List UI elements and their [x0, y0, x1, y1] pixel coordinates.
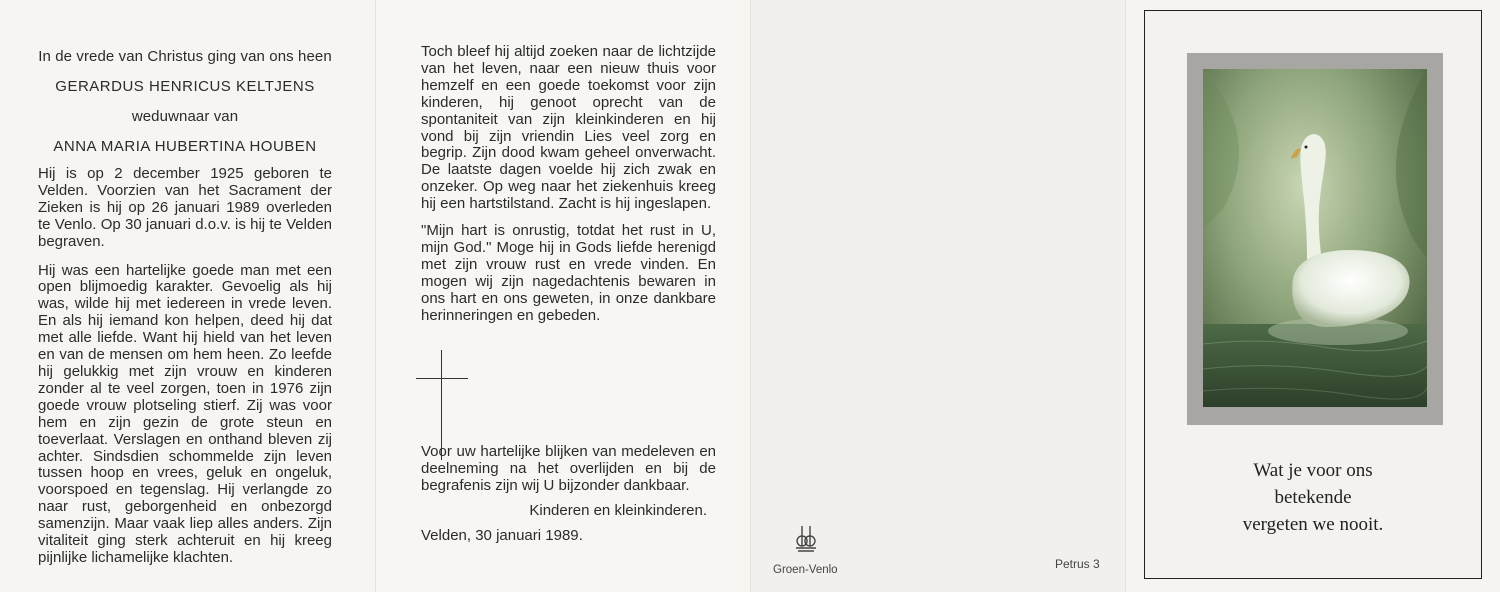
photo-mat	[1187, 53, 1443, 425]
front-card	[1125, 0, 1500, 592]
memorial-verse	[1175, 457, 1451, 538]
left-page	[0, 0, 375, 592]
thanks-paragraph: Voor uw hartelijke blijken van medeleven en deelneming na het overlijden en bij de begrafenis zijn wij U bijzonder dankbaar.	[421, 443, 716, 494]
printer-name: Groen-Venlo	[773, 564, 838, 576]
printer-logo-icon	[793, 524, 819, 554]
obituary-column	[38, 46, 332, 579]
spouse-name: ANNA MARIA HUBERTINA HOUBEN	[53, 138, 317, 155]
verse-line-1: Wat je voor ons	[1253, 460, 1373, 481]
relation-line: weduwnaar van	[131, 108, 239, 125]
prayer-paragraph: "Mijn hart is onrustig, totdat het rust in U, mijn God." Moge hij in Gods liefde herenigd met zijn vrouw rust en vrede vinden. En mogen wij zijn nagedachtenis bewaren in ons hart en ons geweten, in onze dankbare herinneringen en gebeden.	[421, 222, 716, 324]
card-frame	[1144, 10, 1482, 579]
verse-line-2: betekende	[1274, 487, 1352, 508]
biography-paragraph: Hij is op 2 december 1925 geboren te Velden. Voorzien van het Sacrament der Zieken is hij op 26 januari 1989 overleden te Venlo. Op 30 januari d.o.v. is hij te Velden begraven.	[38, 165, 332, 250]
continuation-column	[421, 44, 716, 335]
back-page	[750, 0, 1126, 592]
deceased-name: GERARDUS HENRICUS KELTJENS	[55, 78, 315, 95]
swan-image	[1203, 69, 1427, 407]
continuation-paragraph: Toch bleef hij altijd zoeken naar de lichtzijde van het leven, naar een nieuw thuis voor hemzelf en een goede toekomst voor zijn kinderen, hij genoot oprecht van de spontaniteit van zijn kleinkinderen en hij vond bij zijn vriendin Lies veel zorg en begrip. Zijn dood kwam geheel onverwacht. De laatste dagen voelde hij zich zwak en onzeker. Op weg naar het ziekenhuis kreeg hij een hartstilstand. Zacht is hij ingeslapen.	[421, 43, 716, 213]
character-paragraph: Hij was een hartelijke goede man met een open blijmoedig karakter. Gevoelig als hij was, wilde hij met iedereen in vrede leven. En als hij iemand kon helpen, deed hij dat met alle liefde. Want hij hield van het leven en van de mensen om hem heen. Zo leefde hij gelukkig met zijn vrouw en kinderen zonder al te veel zorgen, toen in 1976 zijn goede vrouw plotseling stierf. Zij was voor hem en zijn gezin de grote steun en toeverlaat. Verslagen en onthand bleven zij achter. Sindsdien schommelde zijn leven tussen hoop en vrees, geluk en ongeluk, voorspoed en tegenslag. Hij verlangde zo naar rust, geborgenheid en onbezorgd samenzijn. Maar vaak liep alles anders. Zijn vitaliteit ging sterk achteruit en hij kreeg pijnlijke lichamelijke klachten.	[38, 261, 332, 566]
swan-photo	[1203, 69, 1427, 407]
verse-line-3: vergeten we nooit.	[1242, 514, 1384, 535]
signoff: Kinderen en kleinkinderen.	[529, 502, 707, 519]
intro-line: In de vrede van Christus ging van ons heen	[38, 48, 332, 65]
print-reference: Petrus 3	[1055, 557, 1100, 571]
middle-page	[375, 0, 751, 592]
dateline: Velden, 30 januari 1989.	[421, 527, 583, 544]
